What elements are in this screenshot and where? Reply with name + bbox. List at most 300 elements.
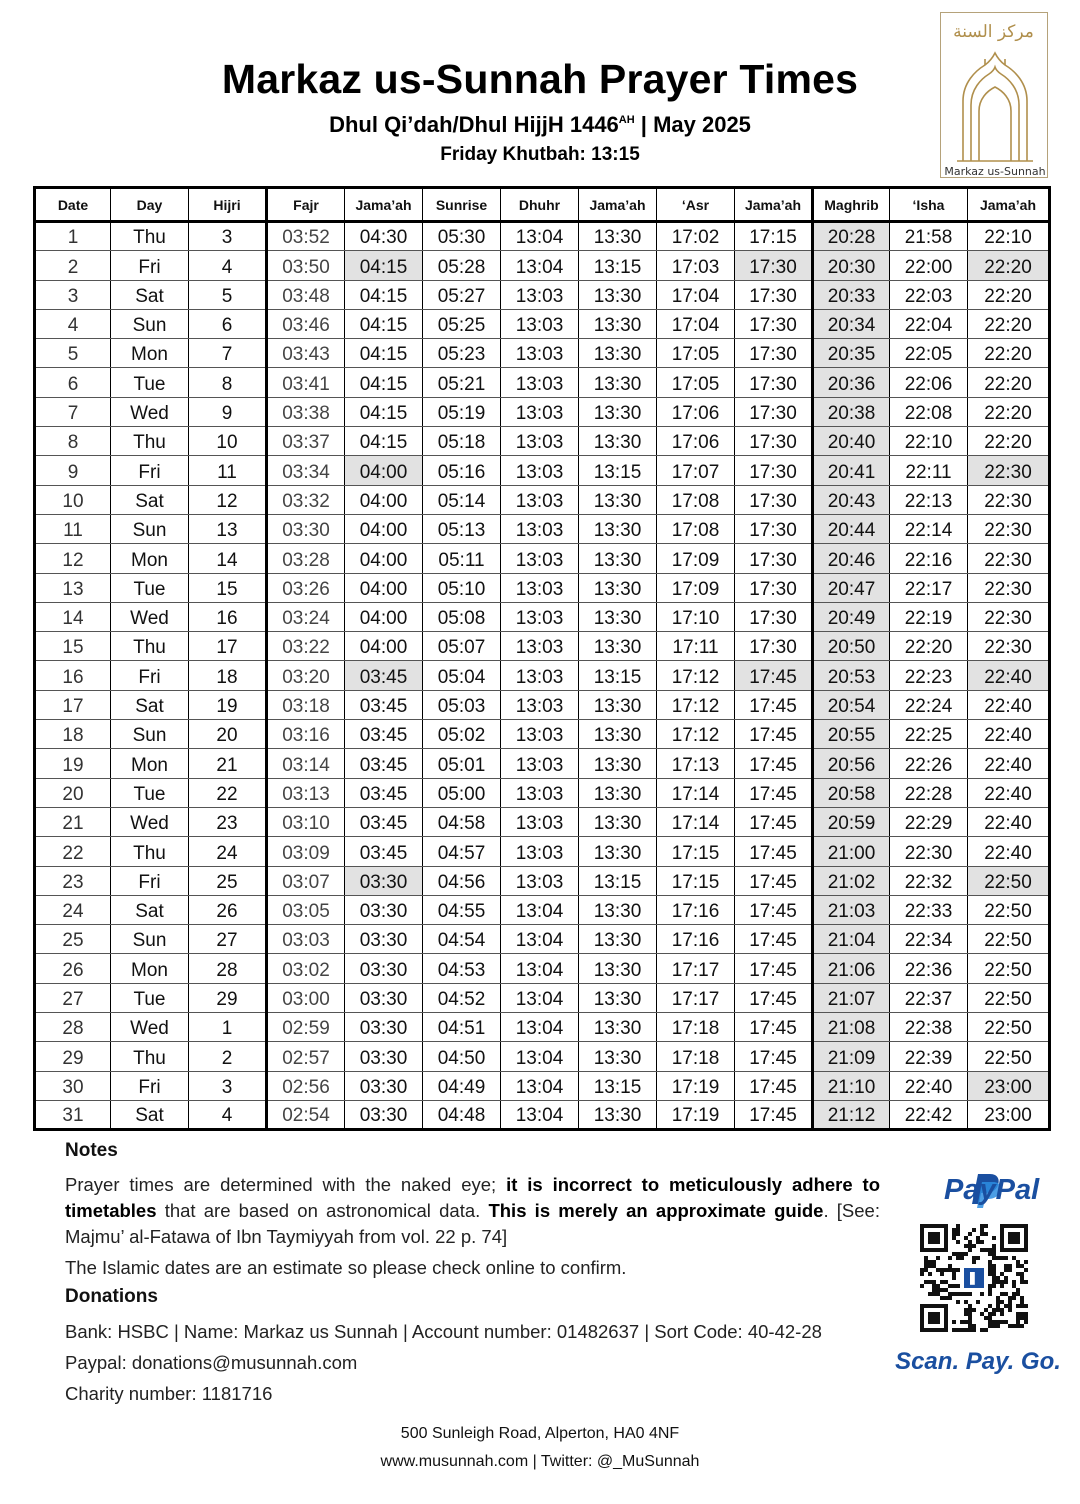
table-cell: 13:30	[579, 427, 657, 456]
table-cell: 31	[35, 1100, 111, 1129]
table-cell: 13:30	[579, 602, 657, 631]
table-cell: 20:47	[813, 573, 890, 602]
table-cell: Tue	[111, 778, 189, 807]
table-cell: 04:00	[345, 632, 423, 661]
page-subtitle	[0, 112, 1080, 138]
table-cell: 17:08	[657, 514, 735, 543]
table-cell: 13:30	[579, 632, 657, 661]
table-cell: 04:00	[345, 544, 423, 573]
column-header: Jama’ah	[968, 188, 1050, 222]
table-cell: 13:03	[501, 368, 579, 397]
column-header: Dhuhr	[501, 188, 579, 222]
table-row	[35, 1042, 1050, 1071]
table-cell: 13:04	[501, 1071, 579, 1100]
table-cell: 28	[189, 954, 267, 983]
table-cell: 14	[35, 602, 111, 631]
table-cell: 13:03	[501, 339, 579, 368]
table-cell: 17:05	[657, 339, 735, 368]
table-cell: 13:03	[501, 690, 579, 719]
table-cell: 05:23	[423, 339, 501, 368]
table-cell: 13:04	[501, 1100, 579, 1129]
table-cell: 05:01	[423, 749, 501, 778]
table-cell: 02:59	[267, 1013, 345, 1042]
table-cell: 20:49	[813, 602, 890, 631]
table-cell: 1	[189, 1013, 267, 1042]
table-cell: Mon	[111, 749, 189, 778]
table-cell: 22:00	[890, 251, 968, 280]
table-cell: 03:22	[267, 632, 345, 661]
table-cell: 03:45	[345, 749, 423, 778]
bank-details: Bank: HSBC | Name: Markaz us Sunnah | Account number: 01482637 | Sort Code: 40-42-28	[65, 1321, 822, 1342]
table-cell: 5	[35, 339, 111, 368]
table-cell: 22:40	[968, 720, 1050, 749]
table-cell: 22:17	[890, 573, 968, 602]
table-cell: 12	[35, 544, 111, 573]
table-cell: 20:58	[813, 778, 890, 807]
table-cell: 5	[189, 280, 267, 309]
footer-address: 500 Sunleigh Road, Alperton, HA0 4NF	[400, 1425, 680, 1442]
table-cell: 17:17	[657, 954, 735, 983]
table-cell: 17:30	[735, 280, 813, 309]
table-cell: 22:40	[968, 661, 1050, 690]
prayer-times-table	[33, 186, 1051, 1131]
table-cell: 22:50	[968, 895, 1050, 924]
table-cell: 13:30	[579, 895, 657, 924]
table-cell: 13:30	[579, 368, 657, 397]
table-cell: 04:55	[423, 895, 501, 924]
table-cell: 22:40	[968, 837, 1050, 866]
table-cell: Thu	[111, 222, 189, 251]
column-header: Day	[111, 188, 189, 222]
table-cell: 03:14	[267, 749, 345, 778]
table-cell: 03:05	[267, 895, 345, 924]
table-cell: 03:09	[267, 837, 345, 866]
table-cell: 05:27	[423, 280, 501, 309]
table-cell: 4	[189, 251, 267, 280]
table-cell: 03:07	[267, 866, 345, 895]
table-cell: 22:40	[968, 690, 1050, 719]
table-cell: 04:48	[423, 1100, 501, 1129]
table-cell: 17:45	[735, 925, 813, 954]
table-cell: 03:10	[267, 807, 345, 836]
table-cell: 05:08	[423, 602, 501, 631]
table-cell: 22:10	[890, 427, 968, 456]
table-cell: Thu	[111, 427, 189, 456]
table-cell: 17:30	[735, 573, 813, 602]
table-cell: 20:44	[813, 514, 890, 543]
table-row	[35, 632, 1050, 661]
table-cell: 17:17	[657, 983, 735, 1012]
table-cell: 9	[189, 397, 267, 426]
table-cell: Fri	[111, 1071, 189, 1100]
table-row	[35, 485, 1050, 514]
table-row	[35, 456, 1050, 485]
table-cell: 05:11	[423, 544, 501, 573]
table-cell: 17:19	[657, 1071, 735, 1100]
table-cell: Sun	[111, 309, 189, 338]
notes-text: that are based on astronomical data.	[156, 1200, 489, 1221]
table-cell: 03:03	[267, 925, 345, 954]
table-cell: 13:30	[579, 514, 657, 543]
table-cell: 04:00	[345, 602, 423, 631]
table-cell: 28	[35, 1013, 111, 1042]
table-cell: 03:30	[345, 925, 423, 954]
table-cell: 22:08	[890, 397, 968, 426]
table-cell: 22:37	[890, 983, 968, 1012]
table-cell: 29	[189, 983, 267, 1012]
table-cell: 27	[35, 983, 111, 1012]
logo-arabic-text: مركز السنة	[953, 22, 1034, 42]
table-cell: 21	[189, 749, 267, 778]
table-cell: 03:30	[345, 895, 423, 924]
table-cell: 05:16	[423, 456, 501, 485]
table-cell: 17:15	[735, 222, 813, 251]
table-cell: 17:14	[657, 778, 735, 807]
table-cell: 20:36	[813, 368, 890, 397]
table-cell: 21:10	[813, 1071, 890, 1100]
table-cell: 03:45	[345, 837, 423, 866]
table-cell: 03:13	[267, 778, 345, 807]
table-cell: 03:30	[345, 1071, 423, 1100]
table-cell: 3	[189, 1071, 267, 1100]
table-cell: 17:45	[735, 749, 813, 778]
table-cell: 22:05	[890, 339, 968, 368]
friday-khutbah: Friday Khutbah: 13:15	[440, 144, 640, 165]
table-cell: 04:15	[345, 427, 423, 456]
table-cell: 13:30	[579, 397, 657, 426]
table-body	[35, 222, 1050, 1130]
table-cell: 17:45	[735, 866, 813, 895]
table-cell: 13:30	[579, 1100, 657, 1129]
table-cell: 17:30	[735, 339, 813, 368]
table-header-row	[35, 188, 1050, 222]
table-cell: 22:36	[890, 954, 968, 983]
table-cell: 22:16	[890, 544, 968, 573]
table-cell: 03:43	[267, 339, 345, 368]
table-cell: 22:20	[968, 368, 1050, 397]
table-cell: 13:30	[579, 749, 657, 778]
table-cell: 02:57	[267, 1042, 345, 1071]
table-cell: 13	[35, 573, 111, 602]
table-cell: 04:15	[345, 251, 423, 280]
table-cell: 17:30	[735, 427, 813, 456]
table-cell: 13:03	[501, 602, 579, 631]
table-cell: 21:58	[890, 222, 968, 251]
table-cell: 20	[35, 778, 111, 807]
table-cell: 24	[35, 895, 111, 924]
table-cell: 04:15	[345, 368, 423, 397]
table-cell: 17:30	[735, 632, 813, 661]
table-cell: 20:41	[813, 456, 890, 485]
table-cell: 04:51	[423, 1013, 501, 1042]
table-row	[35, 1100, 1050, 1129]
table-cell: 03:30	[345, 1013, 423, 1042]
table-cell: 22:20	[968, 339, 1050, 368]
table-row	[35, 778, 1050, 807]
table-cell: 13:03	[501, 309, 579, 338]
table-cell: 03:30	[345, 1100, 423, 1129]
table-cell: 04:15	[345, 397, 423, 426]
table-cell: 17:07	[657, 456, 735, 485]
table-cell: 13:30	[579, 925, 657, 954]
table-cell: 20	[189, 720, 267, 749]
table-cell: 05:19	[423, 397, 501, 426]
table-cell: 13:03	[501, 661, 579, 690]
table-cell: 20:38	[813, 397, 890, 426]
column-header: Jama’ah	[579, 188, 657, 222]
table-cell: 7	[35, 397, 111, 426]
table-cell: 13:30	[579, 485, 657, 514]
table-cell: 13:03	[501, 280, 579, 309]
table-cell: 23	[35, 866, 111, 895]
table-cell: 17:30	[735, 514, 813, 543]
table-row	[35, 427, 1050, 456]
table-cell: Fri	[111, 661, 189, 690]
table-cell: 6	[35, 368, 111, 397]
table-cell: 22:30	[968, 632, 1050, 661]
table-cell: 17:12	[657, 690, 735, 719]
footer-links[interactable]: www.musunnah.com | Twitter: @_MuSunnah	[380, 1453, 700, 1470]
table-cell: 17:04	[657, 280, 735, 309]
table-cell: Mon	[111, 544, 189, 573]
table-cell: 17:45	[735, 720, 813, 749]
table-row	[35, 397, 1050, 426]
markaz-logo	[940, 12, 1048, 178]
table-cell: 17:30	[735, 602, 813, 631]
table-cell: 03:52	[267, 222, 345, 251]
table-cell: 17:10	[657, 602, 735, 631]
table-cell: Mon	[111, 339, 189, 368]
table-cell: 22:20	[968, 251, 1050, 280]
table-cell: 05:04	[423, 661, 501, 690]
table-cell: 21:12	[813, 1100, 890, 1129]
table-cell: 22:30	[968, 514, 1050, 543]
table-cell: Sat	[111, 280, 189, 309]
notes-heading: Notes	[65, 1140, 118, 1161]
table-cell: 22:50	[968, 1042, 1050, 1071]
table-cell: 22:38	[890, 1013, 968, 1042]
table-cell: 17:02	[657, 222, 735, 251]
table-cell: 17:19	[657, 1100, 735, 1129]
table-cell: 22:28	[890, 778, 968, 807]
table-cell: 13:30	[579, 1042, 657, 1071]
notes-section	[65, 1140, 880, 1409]
table-cell: Sun	[111, 514, 189, 543]
table-cell: 03:30	[345, 866, 423, 895]
table-row	[35, 339, 1050, 368]
table-cell: 17:45	[735, 1100, 813, 1129]
table-row	[35, 925, 1050, 954]
table-cell: Sat	[111, 690, 189, 719]
table-cell: 13:15	[579, 1071, 657, 1100]
table-cell: 02:54	[267, 1100, 345, 1129]
column-header: Jama’ah	[345, 188, 423, 222]
table-cell: 22:30	[968, 456, 1050, 485]
table-cell: 17:14	[657, 807, 735, 836]
table-cell: 13:03	[501, 514, 579, 543]
paypal-email: Paypal: donations@musunnah.com	[65, 1352, 358, 1373]
table-cell: 05:13	[423, 514, 501, 543]
table-cell: 22:40	[968, 749, 1050, 778]
table-row	[35, 573, 1050, 602]
table-cell: 20:34	[813, 309, 890, 338]
table-cell: 13:03	[501, 720, 579, 749]
table-cell: 17:15	[657, 837, 735, 866]
table-cell: 20:43	[813, 485, 890, 514]
paypal-block	[895, 1170, 1061, 1385]
table-cell: 05:10	[423, 573, 501, 602]
table-cell: 9	[35, 456, 111, 485]
logo-english-text: Markaz us-Sunnah	[944, 165, 1046, 178]
table-row	[35, 514, 1050, 543]
table-cell: 13:03	[501, 749, 579, 778]
table-cell: 25	[189, 866, 267, 895]
table-cell: Tue	[111, 368, 189, 397]
table-cell: 22:20	[968, 397, 1050, 426]
table-cell: 04:15	[345, 339, 423, 368]
table-cell: 4	[35, 309, 111, 338]
table-cell: 22:50	[968, 954, 1050, 983]
table-cell: 17:09	[657, 544, 735, 573]
table-cell: 03:45	[345, 807, 423, 836]
table-cell: 04:56	[423, 866, 501, 895]
table-cell: 04:30	[345, 222, 423, 251]
table-cell: 17:03	[657, 251, 735, 280]
table-cell: 13	[189, 514, 267, 543]
column-header: ‘Asr	[657, 188, 735, 222]
table-cell: 13:15	[579, 866, 657, 895]
table-cell: 03:30	[345, 983, 423, 1012]
table-cell: 13:30	[579, 280, 657, 309]
table-cell: 18	[189, 661, 267, 690]
table-cell: 04:00	[345, 485, 423, 514]
notes-bold-text: This is merely an approximate guide	[488, 1200, 824, 1221]
table-cell: 22:50	[968, 1013, 1050, 1042]
table-cell: 13:30	[579, 983, 657, 1012]
table-cell: Wed	[111, 1013, 189, 1042]
table-cell: 20:33	[813, 280, 890, 309]
table-cell: 03:30	[345, 1042, 423, 1071]
table-cell: 17	[189, 632, 267, 661]
table-row	[35, 749, 1050, 778]
table-cell: 03:50	[267, 251, 345, 280]
qr-code-icon[interactable]	[920, 1224, 1028, 1332]
table-cell: Mon	[111, 954, 189, 983]
table-cell: Wed	[111, 397, 189, 426]
column-header: Jama’ah	[735, 188, 813, 222]
table-cell: 22:20	[968, 427, 1050, 456]
table-cell: 13:03	[501, 632, 579, 661]
table-row	[35, 807, 1050, 836]
table-row	[35, 222, 1050, 251]
table-cell: 03:46	[267, 309, 345, 338]
table-cell: 22:30	[968, 602, 1050, 631]
table-cell: 17:45	[735, 954, 813, 983]
table-cell: 04:15	[345, 280, 423, 309]
table-cell: 13:30	[579, 837, 657, 866]
table-cell: 6	[189, 309, 267, 338]
table-cell: 24	[189, 837, 267, 866]
table-cell: 22:30	[968, 485, 1050, 514]
table-row	[35, 661, 1050, 690]
table-cell: 20:35	[813, 339, 890, 368]
table-row	[35, 983, 1050, 1012]
table-row	[35, 1071, 1050, 1100]
table-cell: 03:30	[345, 954, 423, 983]
table-cell: 22:26	[890, 749, 968, 778]
table-cell: 03:38	[267, 397, 345, 426]
table-cell: 29	[35, 1042, 111, 1071]
table-cell: 21:07	[813, 983, 890, 1012]
table-cell: 15	[189, 573, 267, 602]
table-cell: Fri	[111, 866, 189, 895]
table-cell: 05:18	[423, 427, 501, 456]
table-cell: Thu	[111, 837, 189, 866]
table-cell: 20:28	[813, 222, 890, 251]
table-cell: 21	[35, 807, 111, 836]
table-cell: 22:50	[968, 925, 1050, 954]
table-cell: 4	[189, 1100, 267, 1129]
table-cell: 22:19	[890, 602, 968, 631]
table-cell: 13:30	[579, 573, 657, 602]
table-cell: 03:00	[267, 983, 345, 1012]
table-cell: 21:06	[813, 954, 890, 983]
table-cell: 17:06	[657, 397, 735, 426]
table-row	[35, 544, 1050, 573]
table-cell: 04:00	[345, 514, 423, 543]
table-cell: 22:23	[890, 661, 968, 690]
table-cell: 17:12	[657, 720, 735, 749]
notes-paragraph-1	[65, 1172, 880, 1250]
table-cell: 22:30	[890, 837, 968, 866]
table-cell: 21:03	[813, 895, 890, 924]
table-cell: 17:45	[735, 807, 813, 836]
table-cell: Sat	[111, 485, 189, 514]
table-cell: 23:00	[968, 1100, 1050, 1129]
table-cell: 17:12	[657, 661, 735, 690]
table-cell: 22:20	[890, 632, 968, 661]
table-cell: 26	[189, 895, 267, 924]
table-cell: 05:02	[423, 720, 501, 749]
table-cell: Tue	[111, 573, 189, 602]
table-cell: 22:32	[890, 866, 968, 895]
table-cell: 17:30	[735, 544, 813, 573]
table-cell: 16	[35, 661, 111, 690]
column-header: Maghrib	[813, 188, 890, 222]
table-cell: 13:15	[579, 661, 657, 690]
table-cell: 17:30	[735, 397, 813, 426]
table-cell: 17:11	[657, 632, 735, 661]
table-cell: 17:45	[735, 983, 813, 1012]
table-row	[35, 1013, 1050, 1042]
table-cell: 03:30	[267, 514, 345, 543]
table-row	[35, 309, 1050, 338]
scan-pay-go-tagline: Scan. Pay. Go.	[895, 1348, 1061, 1375]
table-cell: 13:30	[579, 339, 657, 368]
table-row	[35, 690, 1050, 719]
table-cell: 05:30	[423, 222, 501, 251]
table-cell: 17:45	[735, 895, 813, 924]
table-cell: 13:30	[579, 222, 657, 251]
table-cell: 17:30	[735, 485, 813, 514]
table-cell: 05:21	[423, 368, 501, 397]
ah-superscript: AH	[618, 114, 635, 126]
charity-number: Charity number: 1181716	[65, 1383, 273, 1404]
table-cell: 22:34	[890, 925, 968, 954]
table-cell: 03:48	[267, 280, 345, 309]
table-cell: 04:57	[423, 837, 501, 866]
page-title: Markaz us-Sunnah Prayer Times	[221, 56, 859, 102]
